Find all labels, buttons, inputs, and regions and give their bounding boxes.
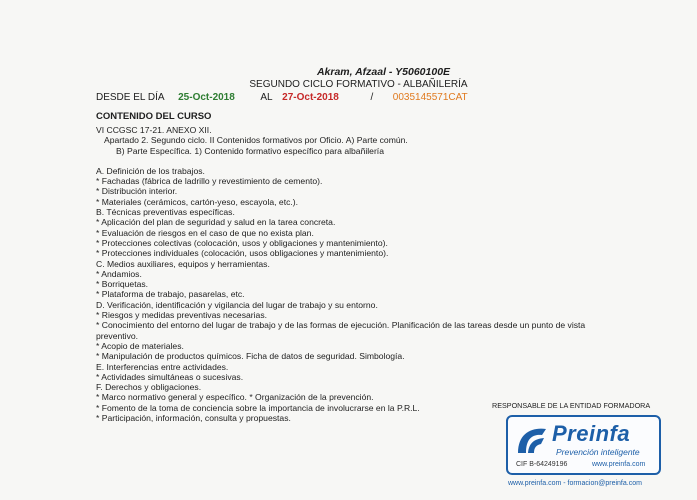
content-item: * Conocimiento del entorno del lugar de trabajo y de las formas de ejecución. Planificación de las tareas desde un punto de vista [96, 320, 586, 331]
footer-contact: www.preinfa.com - formacion@preinfa.com [508, 480, 642, 487]
content-item: * Actividades simultáneas o sucesivas. [96, 371, 244, 382]
content-item: A. Definición de los trabajos. [96, 165, 205, 176]
content-title: CONTENIDO DEL CURSO [96, 111, 212, 122]
content-item: * Marco normativo general y específico. * Organización de la prevención. [96, 392, 374, 403]
al-label: AL [260, 92, 273, 103]
content-item: F. Derechos y obligaciones. [96, 382, 202, 393]
content-item: * Protecciones individuales (colocación, usos obligaciones y mantenimiento). [96, 248, 389, 259]
student-name: Akram, Afzaal - Y5060100E [316, 66, 451, 78]
content-item: E. Interferencias entre actividades. [96, 361, 229, 372]
course-cycle: SEGUNDO CICLO FORMATIVO - ALBAÑILERÍA [249, 79, 468, 90]
responsible-label: RESPONSABLE DE LA ENTIDAD FORMADORA [492, 401, 651, 410]
content-item: * Manipulación de productos químicos. Ficha de datos de seguridad. Simbología. [96, 351, 405, 362]
content-item: * Distribución interior. [96, 186, 178, 197]
brand-name: Preinfa [552, 421, 631, 446]
start-date: 25-Oct-2018 [178, 92, 235, 103]
cif-number: CIF B-64249196 [516, 461, 568, 468]
spacer [96, 156, 585, 166]
content-item: * Aplicación del plan de seguridad y salud en la tarea concreta. [96, 217, 336, 228]
intro-line: Apartado 2. Segundo ciclo. II Contenidos formativos por Oficio. A) Parte común. [104, 135, 408, 146]
content-item: preventivo. [96, 330, 139, 341]
end-date: 27-Oct-2018 [282, 92, 339, 103]
intro-line: VI CCGSC 17-21. ANEXO XII. [96, 125, 212, 135]
content-item: * Plataforma de trabajo, pasarelas, etc. [96, 289, 245, 300]
content-item: * Andamios. [96, 268, 142, 279]
preinfa-logo-icon [514, 423, 550, 457]
content-item: D. Verificación, identificación y vigilancia del lugar de trabajo y su entorno. [96, 299, 378, 310]
separator: / [370, 92, 374, 103]
content-item: * Fomento de la toma de conciencia sobre la importancia de involucrarse en la P.R.L. [96, 402, 420, 413]
intro-line: B) Parte Específica. 1) Contenido formativo específico para albañilería [116, 145, 384, 156]
content-item: C. Medios auxiliares, equipos y herramientas. [96, 258, 270, 269]
content-item: * Materiales (cerámicos, cartón-yeso, escayola, etc.). [96, 196, 299, 207]
content-item: B. Técnicas preventivas específicas. [96, 207, 235, 218]
content-item: * Borriquetas. [96, 279, 149, 290]
content-item: * Protecciones colectivas (colocación, usos y obligaciones y mantenimiento). [96, 237, 388, 248]
date-range [96, 92, 468, 103]
content-item: * Riesgos y medidas preventivas necesarias. [96, 310, 268, 321]
desde-label: DESDE EL DÍA [96, 92, 165, 103]
course-code: 0035145571CAT [392, 92, 468, 103]
content-item: * Fachadas (fábrica de ladrillo y revestimiento de cemento). [96, 176, 323, 187]
course-content [96, 125, 585, 423]
content-item: * Evaluación de riesgos en el caso de que no exista plan. [96, 227, 314, 238]
preinfa-stamp [506, 415, 661, 475]
content-item: * Participación, información, consulta y propuestas. [96, 413, 291, 424]
brand-website: www.preinfa.com [592, 461, 646, 468]
brand-tagline: Prevención inteligente [556, 447, 640, 457]
content-item: * Acopio de materiales. [96, 340, 184, 351]
